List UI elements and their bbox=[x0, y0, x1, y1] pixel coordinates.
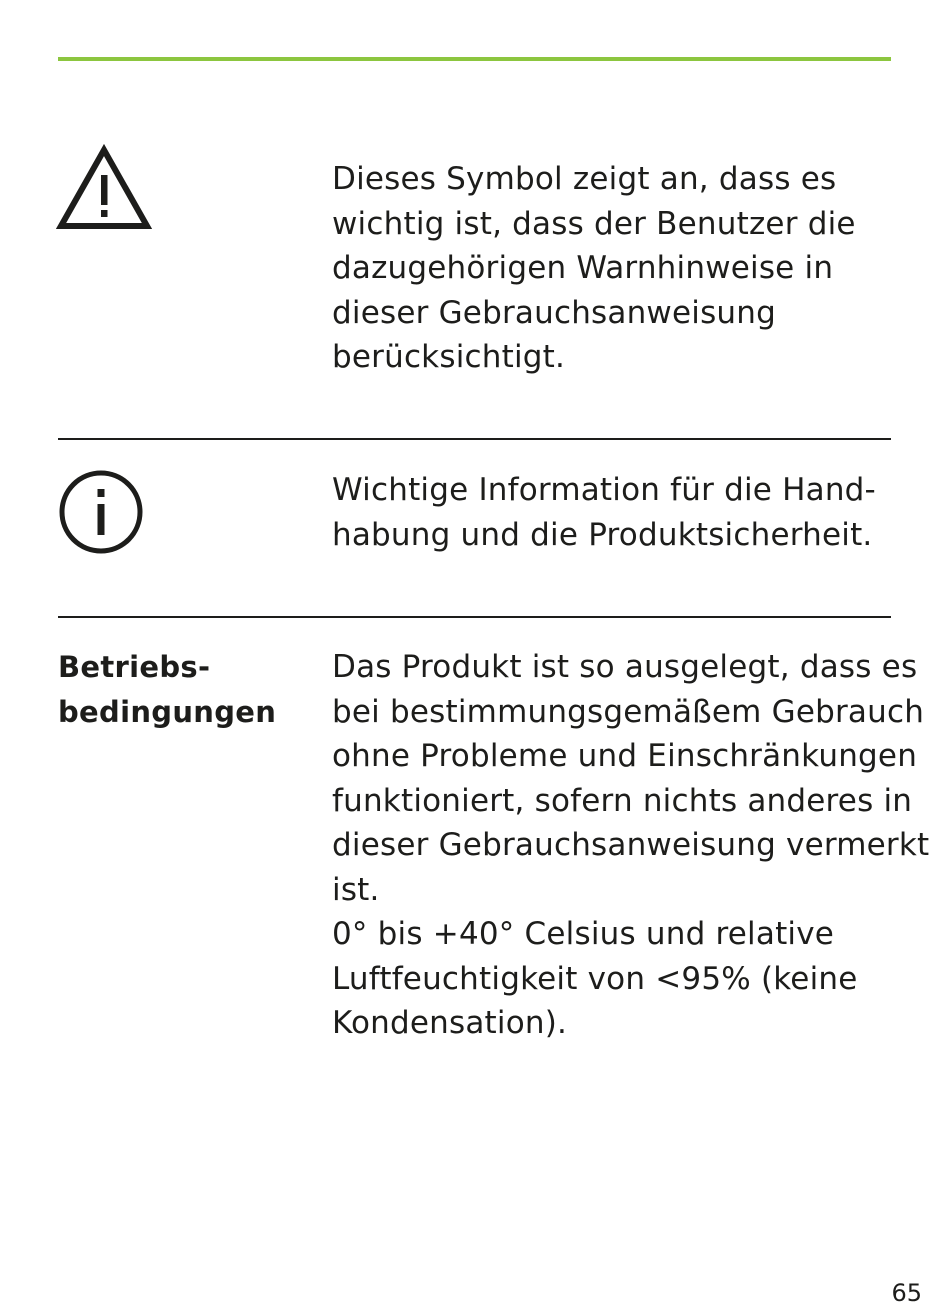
text-line: Kondensation). bbox=[332, 1005, 568, 1041]
text-line: dieser Gebrauchsanweisung vermerkt bbox=[332, 827, 930, 863]
text-line: wichtig ist, dass der Benutzer die bbox=[332, 205, 856, 242]
text-line: ist. bbox=[332, 871, 380, 908]
text-line: habung und die Produktsicherheit. bbox=[332, 516, 873, 553]
section-divider bbox=[58, 616, 891, 618]
info-description bbox=[332, 468, 902, 557]
warning-triangle-icon bbox=[56, 143, 152, 231]
top-accent-rule bbox=[58, 57, 891, 61]
operating-conditions-description bbox=[332, 645, 930, 1046]
warning-description bbox=[332, 157, 902, 380]
label-line: Betriebs- bbox=[58, 650, 211, 684]
text-line: Das Produkt ist so ausgelegt, dass es bbox=[332, 649, 918, 685]
text-line: Wichtige Information für die Hand- bbox=[332, 472, 876, 508]
label-line: bedingungen bbox=[58, 694, 277, 729]
text-line: funktioniert, sofern nichts anderes in bbox=[332, 782, 913, 819]
text-line: 0° bis +40° Celsius und relative bbox=[332, 916, 835, 952]
text-line: Dieses Symbol zeigt an, dass es bbox=[332, 161, 837, 197]
text-line: Luftfeuchtigkeit von <95% (keine bbox=[332, 960, 858, 997]
text-line: ohne Probleme und Einschränkungen bbox=[332, 738, 918, 774]
text-line: dieser Gebrauchsanweisung bbox=[332, 294, 776, 331]
operating-conditions-label bbox=[58, 645, 276, 734]
section-divider bbox=[58, 438, 891, 440]
text-line: bei bestimmungsgemäßem Gebrauch bbox=[332, 693, 925, 730]
page-number: 65 bbox=[891, 1279, 922, 1307]
info-circle-icon bbox=[58, 469, 144, 555]
text-line: berücksichtigt. bbox=[332, 339, 566, 375]
text-line: dazugehörigen Warnhinweise in bbox=[332, 250, 834, 286]
